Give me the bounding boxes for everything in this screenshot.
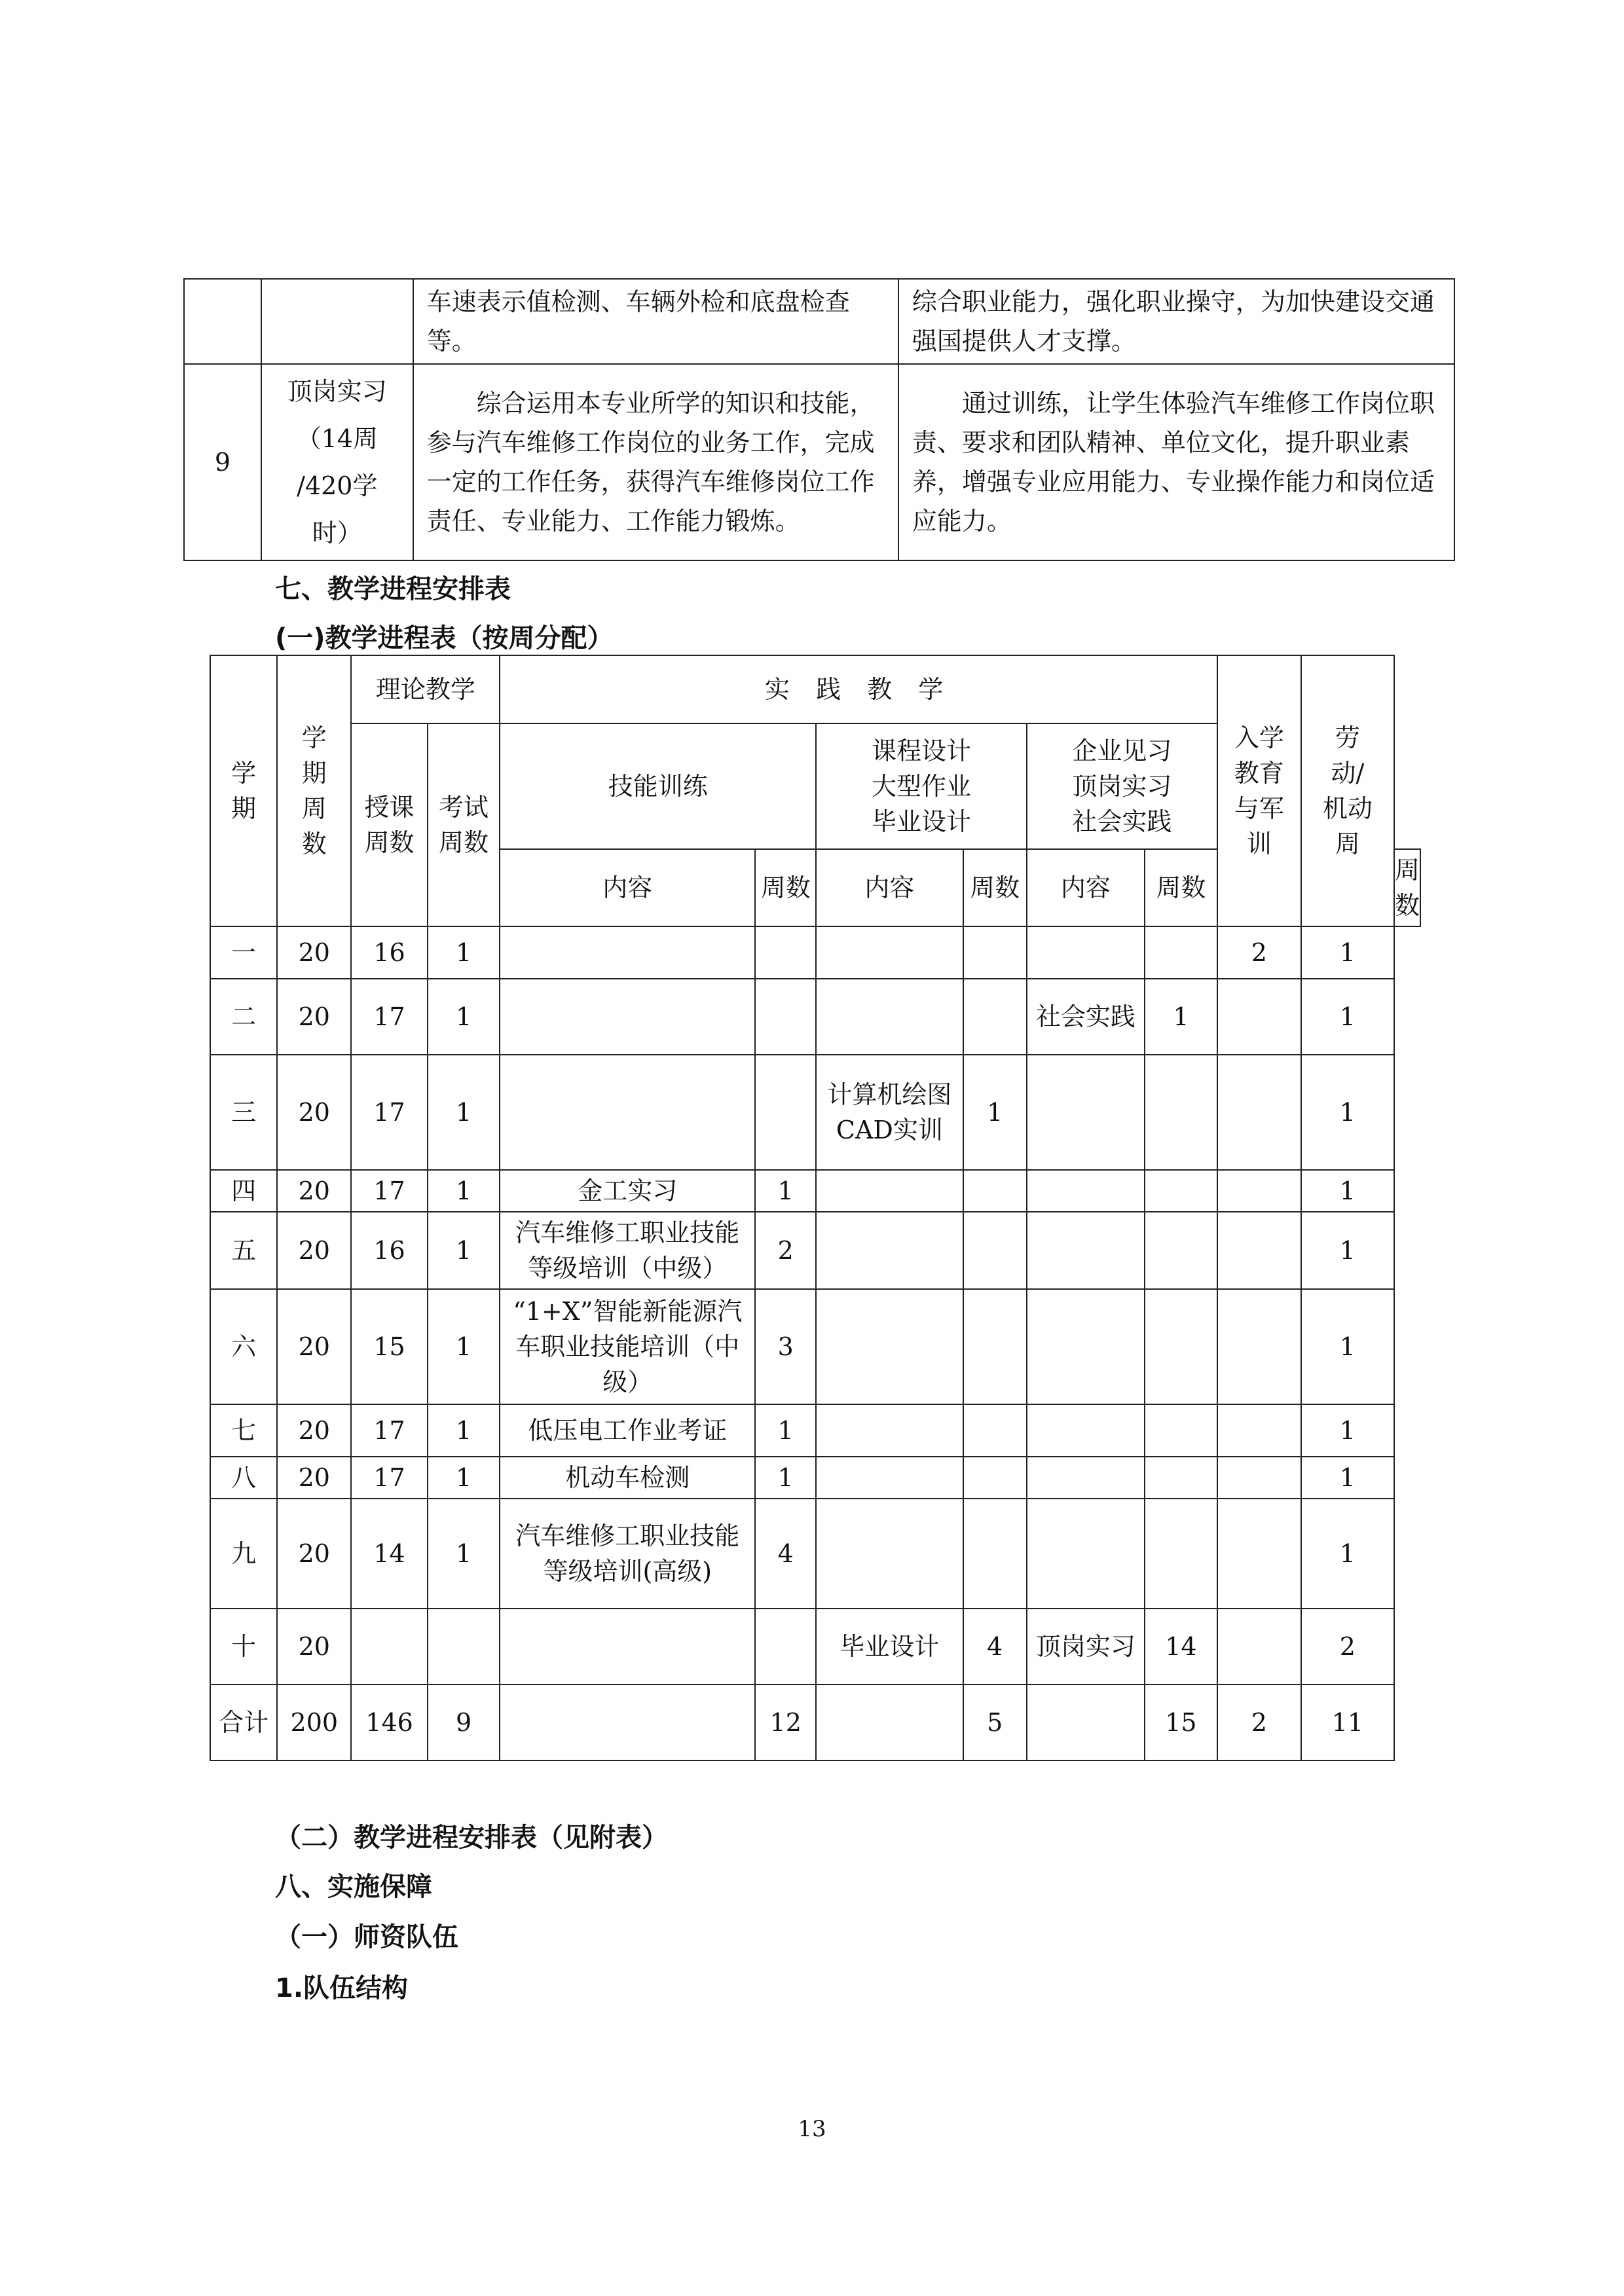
enterprise-weeks-cell xyxy=(1145,1212,1217,1289)
enterprise-weeks-cell: 1 xyxy=(1145,979,1217,1055)
design-content-cell xyxy=(816,979,963,1055)
table-row xyxy=(210,1289,1420,1404)
enterprise-weeks-cell: 14 xyxy=(1145,1609,1217,1685)
enterprise-weeks-cell xyxy=(1145,1170,1217,1212)
design-content-cell xyxy=(816,926,963,979)
header-course-design xyxy=(816,723,1027,849)
entry-weeks-cell: 2 xyxy=(1217,1685,1301,1760)
enterprise-content-cell xyxy=(1027,1212,1145,1289)
course-name-cell xyxy=(261,364,413,560)
lecture-weeks-cell xyxy=(351,1609,427,1685)
design-weeks-cell: 4 xyxy=(963,1609,1027,1685)
header-grad-design-line: 毕业设计 xyxy=(872,807,972,836)
skill-weeks-cell: 1 xyxy=(755,1170,816,1212)
design-content-cell xyxy=(816,1685,963,1760)
header-labor-weeks: 劳动/机动周 xyxy=(1301,655,1394,926)
exam-weeks-cell: 1 xyxy=(428,926,500,979)
skill-content-cell xyxy=(500,926,755,979)
design-content-cell xyxy=(816,1499,963,1609)
enterprise-content-cell xyxy=(1027,1404,1145,1457)
skill-content-cell: 低压电工作业考证 xyxy=(500,1404,755,1457)
table-row xyxy=(210,1685,1420,1760)
section-heading-8: 八、实施保障 xyxy=(275,1872,432,1902)
lecture-weeks-cell: 14 xyxy=(351,1499,427,1609)
header-practice: 实 践 教 学 xyxy=(500,655,1217,723)
header-exam-weeks: 考试周数 xyxy=(428,723,500,926)
exam-weeks-cell: 1 xyxy=(428,1457,500,1499)
term-cell: 一 xyxy=(210,926,277,979)
labor-weeks-cell: 1 xyxy=(1301,1055,1394,1170)
design-weeks-cell xyxy=(963,1289,1027,1404)
term-cell: 五 xyxy=(210,1212,277,1289)
page-number: 13 xyxy=(798,2116,826,2142)
header-weeks: 周数 xyxy=(755,849,816,926)
term-cell: 合计 xyxy=(210,1685,277,1760)
term-weeks-cell: 20 xyxy=(277,926,351,979)
enterprise-content-cell: 顶岗实习 xyxy=(1027,1609,1145,1685)
term-cell: 四 xyxy=(210,1170,277,1212)
entry-weeks-cell: 2 xyxy=(1217,926,1301,979)
row-number-cell xyxy=(184,279,261,364)
schedule-body xyxy=(210,926,1420,1760)
header-enterprise xyxy=(1027,723,1217,849)
skill-weeks-cell: 3 xyxy=(755,1289,816,1404)
term-cell: 六 xyxy=(210,1289,277,1404)
term-cell: 二 xyxy=(210,979,277,1055)
skill-weeks-cell: 4 xyxy=(755,1499,816,1609)
subsection-heading-7-1: (一)教学进程表（按周分配） xyxy=(275,623,614,653)
subsection-heading-8-1: （一）师资队伍 xyxy=(275,1922,458,1952)
design-content-cell xyxy=(816,1404,963,1457)
design-content-cell xyxy=(816,1457,963,1499)
term-weeks-cell: 20 xyxy=(277,1609,351,1685)
term-weeks-cell: 20 xyxy=(277,1055,351,1170)
enterprise-content-cell xyxy=(1027,1685,1145,1760)
header-theory: 理论教学 xyxy=(351,655,500,723)
lecture-weeks-cell: 16 xyxy=(351,926,427,979)
entry-weeks-cell xyxy=(1217,1457,1301,1499)
enterprise-content-cell xyxy=(1027,926,1145,979)
lecture-weeks-cell: 17 xyxy=(351,1404,427,1457)
lecture-weeks-cell: 17 xyxy=(351,1457,427,1499)
skill-weeks-cell xyxy=(755,1055,816,1170)
course-name-cell xyxy=(261,279,413,364)
entry-weeks-cell xyxy=(1217,1609,1301,1685)
enterprise-content-cell xyxy=(1027,1289,1145,1404)
design-weeks-cell xyxy=(963,1170,1027,1212)
labor-weeks-cell: 1 xyxy=(1301,926,1394,979)
design-weeks-cell xyxy=(963,1404,1027,1457)
enterprise-content-cell xyxy=(1027,1457,1145,1499)
skill-weeks-cell xyxy=(755,979,816,1055)
term-weeks-cell: 20 xyxy=(277,1289,351,1404)
design-content-cell xyxy=(816,1170,963,1212)
enterprise-weeks-cell xyxy=(1145,1404,1217,1457)
design-weeks-cell: 1 xyxy=(963,1055,1027,1170)
exam-weeks-cell: 1 xyxy=(428,1289,500,1404)
exam-weeks-cell: 1 xyxy=(428,1404,500,1457)
lecture-weeks-cell: 17 xyxy=(351,979,427,1055)
header-entry-education: 入学教育与军训 xyxy=(1217,655,1301,926)
enterprise-content-cell: 社会实践 xyxy=(1027,979,1145,1055)
entry-weeks-cell xyxy=(1217,1212,1301,1289)
exam-weeks-cell xyxy=(428,1609,500,1685)
lecture-weeks-cell: 17 xyxy=(351,1055,427,1170)
skill-content-cell: 机动车检测 xyxy=(500,1457,755,1499)
enterprise-content-cell xyxy=(1027,1170,1145,1212)
table-row xyxy=(184,364,1454,560)
labor-weeks-cell: 1 xyxy=(1301,1289,1394,1404)
header-social-line: 社会实践 xyxy=(1072,807,1172,836)
header-content: 内容 xyxy=(816,849,963,926)
table-row xyxy=(210,979,1420,1055)
header-weeks: 周数 xyxy=(1394,849,1420,926)
skill-weeks-cell: 2 xyxy=(755,1212,816,1289)
header-skill-training: 技能训练 xyxy=(500,723,816,849)
table-row xyxy=(210,1609,1420,1685)
exam-weeks-cell: 1 xyxy=(428,1212,500,1289)
header-term: 学期 xyxy=(210,655,277,926)
labor-weeks-cell: 2 xyxy=(1301,1609,1394,1685)
design-content-cell: 计算机绘图CAD实训 xyxy=(816,1055,963,1170)
course-hours-suffix: 时） xyxy=(312,519,362,547)
term-weeks-cell: 20 xyxy=(277,1404,351,1457)
term-weeks-cell: 20 xyxy=(277,1457,351,1499)
skill-content-cell: 汽车维修工职业技能等级培训(高级) xyxy=(500,1499,755,1609)
lecture-weeks-cell: 16 xyxy=(351,1212,427,1289)
entry-weeks-cell xyxy=(1217,1055,1301,1170)
design-weeks-cell xyxy=(963,1499,1027,1609)
table-row xyxy=(210,1212,1420,1289)
skill-content-cell: 金工实习 xyxy=(500,1170,755,1212)
header-row-1 xyxy=(210,655,1420,723)
exam-weeks-cell: 1 xyxy=(428,1499,500,1609)
entry-weeks-cell xyxy=(1217,1499,1301,1609)
design-content-cell xyxy=(816,1289,963,1404)
exam-weeks-cell: 9 xyxy=(428,1685,500,1760)
course-weeks: （14周 xyxy=(296,424,378,453)
exam-weeks-cell: 1 xyxy=(428,1170,500,1212)
enterprise-weeks-cell xyxy=(1145,926,1217,979)
course-table-continued xyxy=(183,278,1455,561)
term-weeks-cell: 20 xyxy=(277,979,351,1055)
term-cell: 九 xyxy=(210,1499,277,1609)
enterprise-content-cell xyxy=(1027,1499,1145,1609)
term-weeks-cell: 20 xyxy=(277,1499,351,1609)
labor-weeks-cell: 1 xyxy=(1301,1404,1394,1457)
labor-weeks-cell: 11 xyxy=(1301,1685,1394,1760)
table-row xyxy=(210,1499,1420,1609)
skill-content-cell xyxy=(500,1055,755,1170)
course-hours: /420学 xyxy=(297,471,378,500)
row-number-cell: 9 xyxy=(184,364,261,560)
course-content-cell: 车速表示值检测、车辆外检和底盘检查等。 xyxy=(413,279,898,364)
header-enterprise-line: 企业见习 xyxy=(1072,737,1172,765)
labor-weeks-cell: 1 xyxy=(1301,1499,1394,1609)
header-term-weeks: 学期周数 xyxy=(277,655,351,926)
term-cell: 三 xyxy=(210,1055,277,1170)
header-big-homework-line: 大型作业 xyxy=(872,772,972,801)
table-row xyxy=(210,1170,1420,1212)
table-row xyxy=(210,1457,1420,1499)
subsection-heading-8-1-1: 1.队伍结构 xyxy=(275,1973,409,2003)
entry-weeks-cell xyxy=(1217,979,1301,1055)
skill-content-cell: “1+X”智能新能源汽车职业技能培训（中级） xyxy=(500,1289,755,1404)
design-weeks-cell xyxy=(963,1457,1027,1499)
labor-weeks-cell: 1 xyxy=(1301,1170,1394,1212)
header-lecture-weeks: 授课周数 xyxy=(351,723,427,926)
term-cell: 十 xyxy=(210,1609,277,1685)
course-goal-cell: 综合职业能力，强化职业操守，为加快建设交通强国提供人才支撑。 xyxy=(898,279,1454,364)
skill-content-cell: 汽车维修工职业技能等级培训（中级） xyxy=(500,1212,755,1289)
entry-weeks-cell xyxy=(1217,1404,1301,1457)
section-heading-7: 七、教学进程安排表 xyxy=(275,574,511,604)
lecture-weeks-cell: 15 xyxy=(351,1289,427,1404)
term-weeks-cell: 20 xyxy=(277,1212,351,1289)
design-weeks-cell: 5 xyxy=(963,1685,1027,1760)
lecture-weeks-cell: 146 xyxy=(351,1685,427,1760)
skill-content-cell xyxy=(500,1609,755,1685)
table-row xyxy=(210,1055,1420,1170)
labor-weeks-cell: 1 xyxy=(1301,1212,1394,1289)
labor-weeks-cell: 1 xyxy=(1301,1457,1394,1499)
enterprise-weeks-cell: 15 xyxy=(1145,1685,1217,1760)
skill-weeks-cell: 1 xyxy=(755,1404,816,1457)
skill-content-cell xyxy=(500,979,755,1055)
header-content: 内容 xyxy=(500,849,755,926)
teaching-schedule-table xyxy=(210,655,1421,1761)
header-weeks: 周数 xyxy=(1145,849,1217,926)
design-content-cell: 毕业设计 xyxy=(816,1609,963,1685)
enterprise-weeks-cell xyxy=(1145,1499,1217,1609)
term-cell: 八 xyxy=(210,1457,277,1499)
header-weeks: 周数 xyxy=(963,849,1027,926)
exam-weeks-cell: 1 xyxy=(428,1055,500,1170)
lecture-weeks-cell: 17 xyxy=(351,1170,427,1212)
table-row xyxy=(210,926,1420,979)
skill-weeks-cell xyxy=(755,1609,816,1685)
term-cell: 七 xyxy=(210,1404,277,1457)
course-goal-cell: 通过训练，让学生体验汽车维修工作岗位职责、要求和团队精神、单位文化，提升职业素养，增强专业应用能力、专业操作能力和岗位适应能力。 xyxy=(898,364,1454,560)
enterprise-weeks-cell xyxy=(1145,1289,1217,1404)
exam-weeks-cell: 1 xyxy=(428,979,500,1055)
table-row xyxy=(184,279,1454,364)
subsection-heading-7-2: （二）教学进程安排表（见附表） xyxy=(275,1823,668,1853)
design-weeks-cell xyxy=(963,979,1027,1055)
enterprise-content-cell xyxy=(1027,1055,1145,1170)
header-content: 内容 xyxy=(1027,849,1145,926)
enterprise-weeks-cell xyxy=(1145,1457,1217,1499)
course-name: 顶岗实习 xyxy=(287,377,387,406)
labor-weeks-cell: 1 xyxy=(1301,979,1394,1055)
skill-content-cell xyxy=(500,1685,755,1760)
entry-weeks-cell xyxy=(1217,1289,1301,1404)
course-content-cell: 综合运用本专业所学的知识和技能，参与汽车维修工作岗位的业务工作，完成一定的工作任务，获得汽车维修岗位工作责任、专业能力、工作能力锻炼。 xyxy=(413,364,898,560)
enterprise-weeks-cell xyxy=(1145,1055,1217,1170)
term-weeks-cell: 200 xyxy=(277,1685,351,1760)
entry-weeks-cell xyxy=(1217,1170,1301,1212)
header-intern-line: 顶岗实习 xyxy=(1072,772,1172,801)
table-row xyxy=(210,1404,1420,1457)
skill-weeks-cell: 12 xyxy=(755,1685,816,1760)
design-weeks-cell xyxy=(963,1212,1027,1289)
design-weeks-cell xyxy=(963,926,1027,979)
header-course-design-line: 课程设计 xyxy=(872,737,972,765)
skill-weeks-cell xyxy=(755,926,816,979)
design-content-cell xyxy=(816,1212,963,1289)
skill-weeks-cell: 1 xyxy=(755,1457,816,1499)
term-weeks-cell: 20 xyxy=(277,1170,351,1212)
